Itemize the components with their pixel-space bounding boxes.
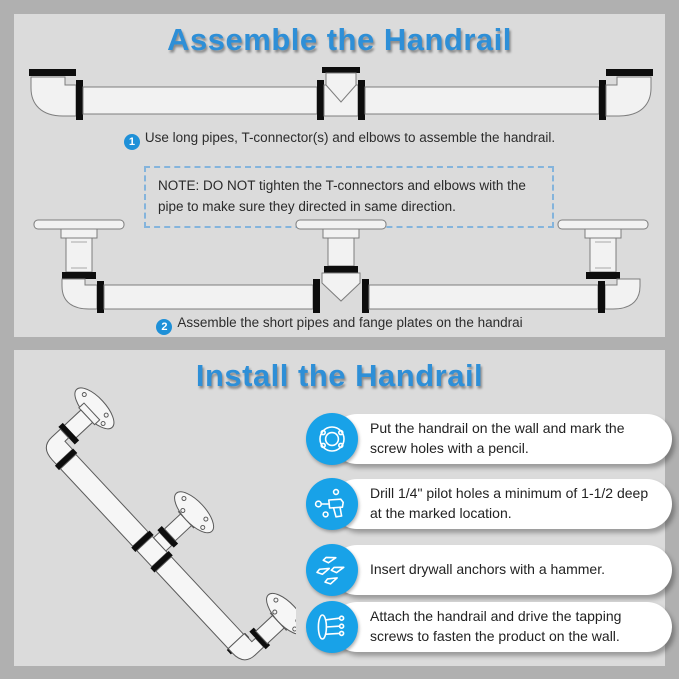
handrail-pipes-elbows-tconnector-diagram <box>19 66 659 128</box>
step-1-number-badge: 1 <box>124 134 140 150</box>
install-step-row <box>306 477 674 531</box>
flange-face-icon <box>306 413 358 465</box>
installed-diagonal-handrail-diagram <box>24 376 296 668</box>
assemble-step-2 <box>14 315 665 335</box>
handrail-with-flange-plates-diagram <box>19 218 659 314</box>
install-step-row <box>306 412 674 466</box>
assemble-step-1 <box>14 130 665 150</box>
drywall-anchors-icon <box>306 544 358 596</box>
assemble-panel <box>14 14 665 337</box>
drill-icon <box>306 478 358 530</box>
step-2-text: Assemble the short pipes and fange plates on the handrai <box>177 315 523 330</box>
install-step-text: Attach the handrail and drive the tapping screws to fasten the product on the wall. <box>332 602 672 652</box>
install-title: Install the Handrail <box>195 358 484 393</box>
step-1-text: Use long pipes, T-connector(s) and elbows to assemble the handrail. <box>144 130 556 145</box>
tapping-screws-icon <box>306 601 358 653</box>
install-panel <box>14 350 665 666</box>
step-2-number-badge: 2 <box>156 319 172 335</box>
install-step-row <box>306 543 674 597</box>
install-step-text: Drill 1/4" pilot holes a minimum of 1-1/2 deep at the marked location. <box>332 479 672 529</box>
install-step-text: Insert drywall anchors with a hammer. <box>332 545 672 595</box>
install-step-text: Put the handrail on the wall and mark the screw holes with a pencil. <box>332 414 672 464</box>
install-step-row <box>306 600 674 654</box>
assemble-title: Assemble the Handrail <box>167 22 512 57</box>
note-box: NOTE: DO NOT tighten the T-connectors and elbows with the pipe to make sure they directed in same direction. <box>144 166 554 228</box>
